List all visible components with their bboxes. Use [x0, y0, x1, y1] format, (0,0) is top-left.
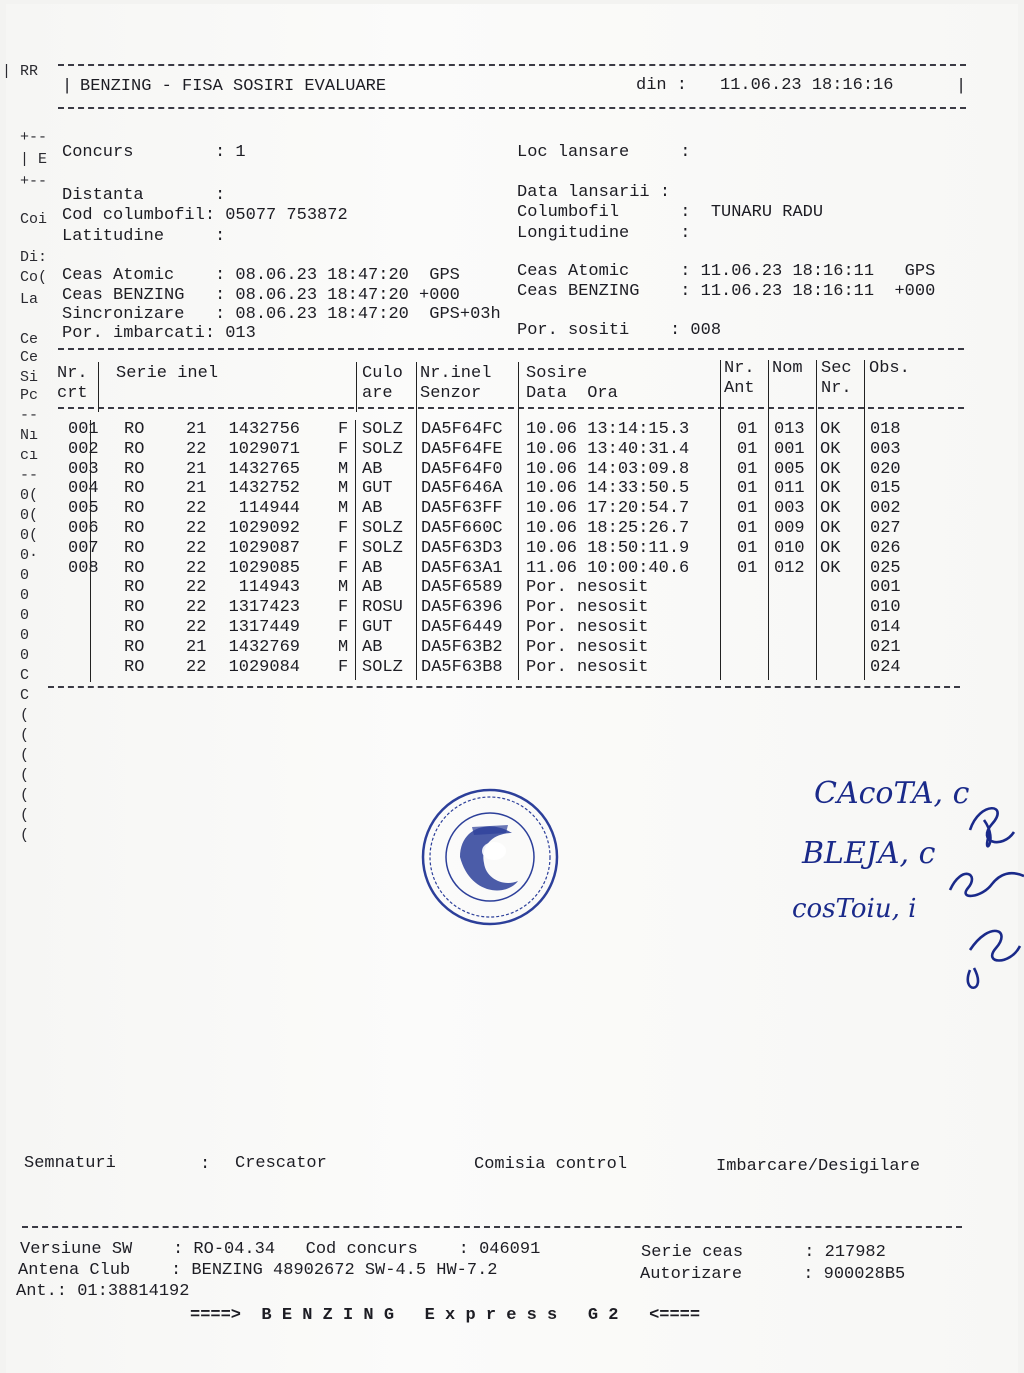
ceas-atomic-end: Ceas Atomic : 11.06.23 18:16:11 GPS — [517, 262, 936, 281]
table-cell-sosire: 10.06 14:33:50.5 — [526, 479, 690, 499]
table-cell-sosire: 10.06 13:40:31.4 — [526, 439, 690, 459]
table-cell-sex: F — [338, 538, 349, 558]
edge-fragment: Si — [20, 369, 39, 386]
table-cell-ant: 01 — [737, 479, 758, 499]
table-cell-sec: OK — [820, 479, 841, 499]
longitudine: Longitudine : — [517, 224, 691, 243]
antena-club: Antena Club : BENZING 48902672 SW-4.5 HW-7.2 — [18, 1261, 498, 1280]
table-cell-sosire: Por. nesosit — [526, 637, 649, 657]
table-cell-tara: RO — [124, 439, 145, 459]
table-cell-nom: 013 — [774, 420, 805, 439]
table-cell-senzor: DA5F646A — [421, 479, 503, 499]
column-separator — [90, 420, 91, 682]
footer-rule — [22, 1226, 962, 1228]
table-cell-nr: 003 — [68, 459, 99, 479]
ceas-atomic-start: Ceas Atomic : 08.06.23 18:47:20 GPS — [62, 266, 460, 285]
edge-fragment: 0 — [20, 607, 30, 624]
edge-fragment: ( — [20, 807, 30, 824]
table-cell-tara: RO — [124, 598, 145, 618]
edge-fragment: -- — [20, 407, 39, 424]
table-cell-senzor: DA5F63A1 — [421, 558, 503, 578]
table-cell-nr: 004 — [68, 479, 99, 499]
cod-columbofil: Cod columbofil: 05077 753872 — [62, 206, 348, 225]
table-cell-cul: SOLZ — [362, 439, 403, 459]
col-header-serie-inel: Serie inel — [116, 364, 219, 383]
table-cell-obs: 026 — [870, 538, 901, 558]
edge-fragment: 0 — [20, 567, 30, 584]
table-cell-obs: 024 — [870, 657, 901, 677]
edge-fragment: 0 — [20, 627, 30, 644]
table-cell-an: 21 — [186, 420, 207, 439]
table-cell-sosire: Por. nesosit — [526, 618, 649, 637]
edge-fragment: Ce — [20, 349, 39, 366]
col-header-nr-inel-senzor: Nr.inel Senzor — [420, 364, 492, 403]
table-cell-an: 22 — [186, 578, 207, 598]
concurs: Concurs : 1 — [62, 143, 246, 162]
table-cell-sex: M — [338, 578, 349, 598]
table-cell-an: 22 — [186, 538, 207, 558]
table-cell-senzor: DA5F660C — [421, 519, 503, 538]
table-cell-tara: RO — [124, 538, 145, 558]
edge-fragment: 0 — [20, 587, 30, 604]
table-cell-sex: F — [338, 519, 349, 538]
table-cell-an: 21 — [186, 637, 207, 657]
table-cell-inel: 1432765 — [228, 459, 300, 479]
report-title: BENZING - FISA SOSIRI EVALUARE — [80, 77, 387, 96]
edge-fragment: Di: — [20, 249, 48, 266]
table-cell-sec: OK — [820, 519, 841, 538]
col-header-obs: Obs. — [869, 359, 910, 378]
table-cell-obs: 021 — [870, 637, 901, 657]
column-separator — [720, 360, 721, 680]
table-cell-tara: RO — [124, 479, 145, 499]
handwritten-name-2: BLEJA, c — [802, 836, 936, 871]
ceas-benzing-end: Ceas BENZING : 11.06.23 18:16:11 +000 — [517, 282, 936, 301]
edge-fragment: ( — [20, 707, 30, 724]
edge-fragment: C — [20, 667, 30, 684]
table-cell-an: 22 — [186, 558, 207, 578]
edge-fragment: Ce — [20, 331, 39, 348]
table-cell-sec: OK — [820, 459, 841, 479]
table-cell-nr: 001 — [68, 420, 99, 439]
club-stamp — [420, 787, 560, 927]
edge-fragment: Coi — [20, 211, 48, 228]
table-cell-obs: 010 — [870, 598, 901, 618]
table-cell-sex: F — [338, 558, 349, 578]
table-cell-senzor: DA5F63B8 — [421, 657, 503, 677]
latitudine: Latitudine : — [62, 227, 226, 246]
edge-fragment: 0( — [20, 487, 39, 504]
table-cell-obs: 015 — [870, 479, 901, 499]
table-cell-nr: 002 — [68, 439, 99, 459]
sincronizare: Sincronizare : 08.06.23 18:47:20 GPS+03h — [62, 305, 501, 324]
table-cell-inel: 1029084 — [228, 657, 300, 677]
table-cell-an: 21 — [186, 459, 207, 479]
edge-fragment: Co( — [20, 269, 48, 286]
table-cell-sosire: 10.06 14:03:09.8 — [526, 459, 690, 479]
column-separator — [768, 360, 769, 680]
table-cell-inel: 1029087 — [228, 538, 300, 558]
table-cell-cul: AB — [362, 578, 383, 598]
crescator-label: Crescator — [235, 1154, 327, 1173]
serie-ceas: Serie ceas : 217982 — [641, 1243, 886, 1262]
table-cell-cul: AB — [362, 558, 383, 578]
edge-fragment: 0( — [20, 527, 39, 544]
table-cell-inel: 1317449 — [228, 618, 300, 637]
table-cell-obs: 002 — [870, 499, 901, 519]
table-cell-sex: F — [338, 598, 349, 618]
edge-fragment: +-- — [20, 173, 48, 190]
table-cell-sex: M — [338, 637, 349, 657]
column-separator — [864, 360, 865, 680]
column-separator — [416, 362, 417, 680]
table-cell-nom: 005 — [774, 459, 805, 479]
table-cell-senzor: DA5F6396 — [421, 598, 503, 618]
date-label: din : — [636, 76, 688, 95]
edge-fragment: 0· — [20, 547, 39, 564]
distanta: Distanta : — [62, 186, 226, 205]
table-cell-sec: OK — [820, 538, 841, 558]
table-cell-nom: 003 — [774, 499, 805, 519]
report-date: 11.06.23 18:16:16 — [720, 76, 894, 95]
table-cell-tara: RO — [124, 459, 145, 479]
table-cell-inel: 1432756 — [228, 420, 300, 439]
edge-fragment: cı — [20, 447, 39, 464]
edge-fragment: | RR — [2, 63, 39, 80]
table-cell-obs: 014 — [870, 618, 901, 637]
edge-fragment: ( — [20, 747, 30, 764]
table-cell-senzor: DA5F64FC — [421, 420, 503, 439]
table-cell-an: 22 — [186, 618, 207, 637]
table-cell-tara: RO — [124, 519, 145, 538]
table-cell-nom: 010 — [774, 538, 805, 558]
table-cell-cul: GUT — [362, 618, 393, 637]
columbofil: Columbofil : TUNARU RADU — [517, 203, 824, 222]
edge-fragment: ( — [20, 767, 30, 784]
semnaturi-colon: : — [200, 1155, 211, 1174]
table-cell-sosire: 11.06 10:00:40.6 — [526, 558, 690, 578]
table-cell-senzor: DA5F63D3 — [421, 538, 503, 558]
semnaturi-label: Semnaturi — [24, 1154, 116, 1173]
por-sositi: Por. sositi : 008 — [517, 321, 722, 340]
edge-fragment: | E — [20, 151, 48, 168]
table-cell-sex: F — [338, 657, 349, 677]
table-cell-sex: M — [338, 499, 349, 519]
table-cell-sosire: 10.06 13:14:15.3 — [526, 420, 690, 439]
table-cell-obs: 001 — [870, 578, 901, 598]
table-cell-sex: M — [338, 459, 349, 479]
table-cell-inel: 1029092 — [228, 519, 300, 538]
header-bar-left: | — [62, 77, 73, 96]
edge-fragment: 0 — [20, 647, 30, 664]
edge-fragment: La — [20, 291, 39, 308]
table-cell-cul: AB — [362, 499, 383, 519]
col-header-nr-ant: Nr. Ant — [724, 359, 755, 398]
table-cell-sex: F — [338, 420, 349, 439]
table-cell-nr: 005 — [68, 499, 99, 519]
table-cell-tara: RO — [124, 578, 145, 598]
table-cell-sosire: 10.06 18:25:26.7 — [526, 519, 690, 538]
autorizare: Autorizare : 900028B5 — [640, 1265, 906, 1284]
table-cell-tara: RO — [124, 618, 145, 637]
table-cell-cul: SOLZ — [362, 538, 403, 558]
table-cell-ant: 01 — [737, 499, 758, 519]
table-top-rule — [58, 348, 964, 350]
table-cell-cul: AB — [362, 637, 383, 657]
benzing-express-banner: ====> B E N Z I N G E x p r e s s G 2 <==== — [190, 1306, 701, 1325]
edge-fragment: Pc — [20, 387, 39, 404]
table-cell-sex: F — [338, 618, 349, 637]
table-cell-tara: RO — [124, 558, 145, 578]
imbarcare-label: Imbarcare/Desigilare — [716, 1157, 921, 1176]
table-cell-ant: 01 — [737, 538, 758, 558]
ceas-benzing-start: Ceas BENZING : 08.06.23 18:47:20 +000 — [62, 286, 460, 305]
table-cell-tara: RO — [124, 420, 145, 439]
table-cell-ant: 01 — [737, 519, 758, 538]
edge-fragment: -- — [20, 467, 39, 484]
table-cell-an: 21 — [186, 479, 207, 499]
table-cell-senzor: DA5F6589 — [421, 578, 503, 598]
col-header-nr-crt: Nr. crt — [57, 364, 88, 403]
table-cell-sosire: Por. nesosit — [526, 657, 649, 677]
table-cell-nom: 009 — [774, 519, 805, 538]
table-cell-inel: 1317423 — [228, 598, 300, 618]
table-cell-senzor: DA5F64FE — [421, 439, 503, 459]
table-cell-nr: 007 — [68, 538, 99, 558]
edge-fragment: ( — [20, 827, 30, 844]
table-cell-nom: 011 — [774, 479, 805, 499]
table-cell-sec: OK — [820, 558, 841, 578]
por-imbarcati: Por. imbarcati: 013 — [62, 324, 256, 343]
table-cell-sosire: 10.06 17:20:54.7 — [526, 499, 690, 519]
edge-fragment: 0( — [20, 507, 39, 524]
table-cell-inel: 1029071 — [228, 439, 300, 459]
col-header-culoare: Culo are — [362, 364, 403, 403]
table-cell-inel: 114944 — [238, 499, 300, 519]
versiune-sw: Versiune SW : RO-04.34 Cod concurs : 046091 — [20, 1240, 541, 1259]
table-cell-cul: SOLZ — [362, 420, 403, 439]
table-cell-inel: 114943 — [238, 578, 300, 598]
edge-fragment: ( — [20, 787, 30, 804]
col-header-sosire: Sosire Data Ora — [526, 364, 618, 403]
table-cell-obs: 003 — [870, 439, 901, 459]
column-separator — [98, 362, 99, 412]
table-cell-inel: 1432752 — [228, 479, 300, 499]
table-cell-tara: RO — [124, 499, 145, 519]
table-cell-cul: AB — [362, 459, 383, 479]
ant-code: Ant.: 01:38814192 — [16, 1282, 190, 1301]
comisia-label: Comisia control — [474, 1155, 628, 1174]
table-cell-tara: RO — [124, 637, 145, 657]
table-cell-cul: ROSU — [362, 598, 403, 618]
table-cell-an: 22 — [186, 499, 207, 519]
table-cell-sex: F — [338, 439, 349, 459]
table-cell-inel: 1432769 — [228, 637, 300, 657]
table-cell-senzor: DA5F64F0 — [421, 459, 503, 479]
table-cell-senzor: DA5F63FF — [421, 499, 503, 519]
header-bar-right: | — [956, 77, 967, 96]
table-cell-sosire: Por. nesosit — [526, 578, 649, 598]
table-header-rule — [58, 407, 964, 409]
table-cell-inel: 1029085 — [228, 558, 300, 578]
column-separator — [355, 420, 356, 680]
table-cell-nr: 008 — [68, 558, 99, 578]
data-lansarii: Data lansarii : — [517, 183, 671, 202]
handwritten-signatures — [940, 780, 1024, 1000]
table-cell-an: 22 — [186, 657, 207, 677]
table-cell-nom: 001 — [774, 439, 805, 459]
edge-fragment: ( — [20, 727, 30, 744]
col-header-sec-nr: Sec Nr. — [821, 359, 852, 398]
table-cell-obs: 018 — [870, 420, 901, 439]
table-cell-sex: M — [338, 479, 349, 499]
table-cell-senzor: DA5F63B2 — [421, 637, 503, 657]
table-cell-ant: 01 — [737, 558, 758, 578]
table-cell-sosire: Por. nesosit — [526, 598, 649, 618]
table-cell-obs: 027 — [870, 519, 901, 538]
table-cell-nr: 006 — [68, 519, 99, 538]
handwritten-name-3: cosToiu, i — [792, 894, 917, 924]
table-cell-sosire: 10.06 18:50:11.9 — [526, 538, 690, 558]
table-cell-cul: SOLZ — [362, 519, 403, 538]
edge-fragment: Nı — [20, 427, 39, 444]
handwritten-name-1: CAcoTA, c — [814, 776, 970, 811]
loc-lansare: Loc lansare : — [517, 143, 691, 162]
table-cell-obs: 020 — [870, 459, 901, 479]
table-cell-cul: GUT — [362, 479, 393, 499]
table-cell-ant: 01 — [737, 420, 758, 439]
edge-fragment: +-- — [20, 129, 48, 146]
column-separator — [816, 360, 817, 680]
table-cell-an: 22 — [186, 519, 207, 538]
table-cell-nom: 012 — [774, 558, 805, 578]
header-top-rule — [58, 64, 966, 66]
edge-fragment: C — [20, 687, 30, 704]
col-header-nom: Nom — [772, 359, 803, 378]
table-cell-ant: 01 — [737, 459, 758, 479]
table-cell-an: 22 — [186, 598, 207, 618]
table-cell-tara: RO — [124, 657, 145, 677]
table-cell-obs: 025 — [870, 558, 901, 578]
table-cell-sec: OK — [820, 439, 841, 459]
table-cell-senzor: DA5F6449 — [421, 618, 503, 637]
header-bottom-rule — [58, 107, 966, 109]
table-cell-ant: 01 — [737, 439, 758, 459]
column-separator — [518, 362, 519, 680]
table-cell-sec: OK — [820, 499, 841, 519]
table-cell-cul: SOLZ — [362, 657, 403, 677]
column-separator — [356, 362, 357, 412]
table-cell-an: 22 — [186, 439, 207, 459]
table-cell-sec: OK — [820, 420, 841, 439]
table-bottom-rule — [48, 686, 960, 688]
